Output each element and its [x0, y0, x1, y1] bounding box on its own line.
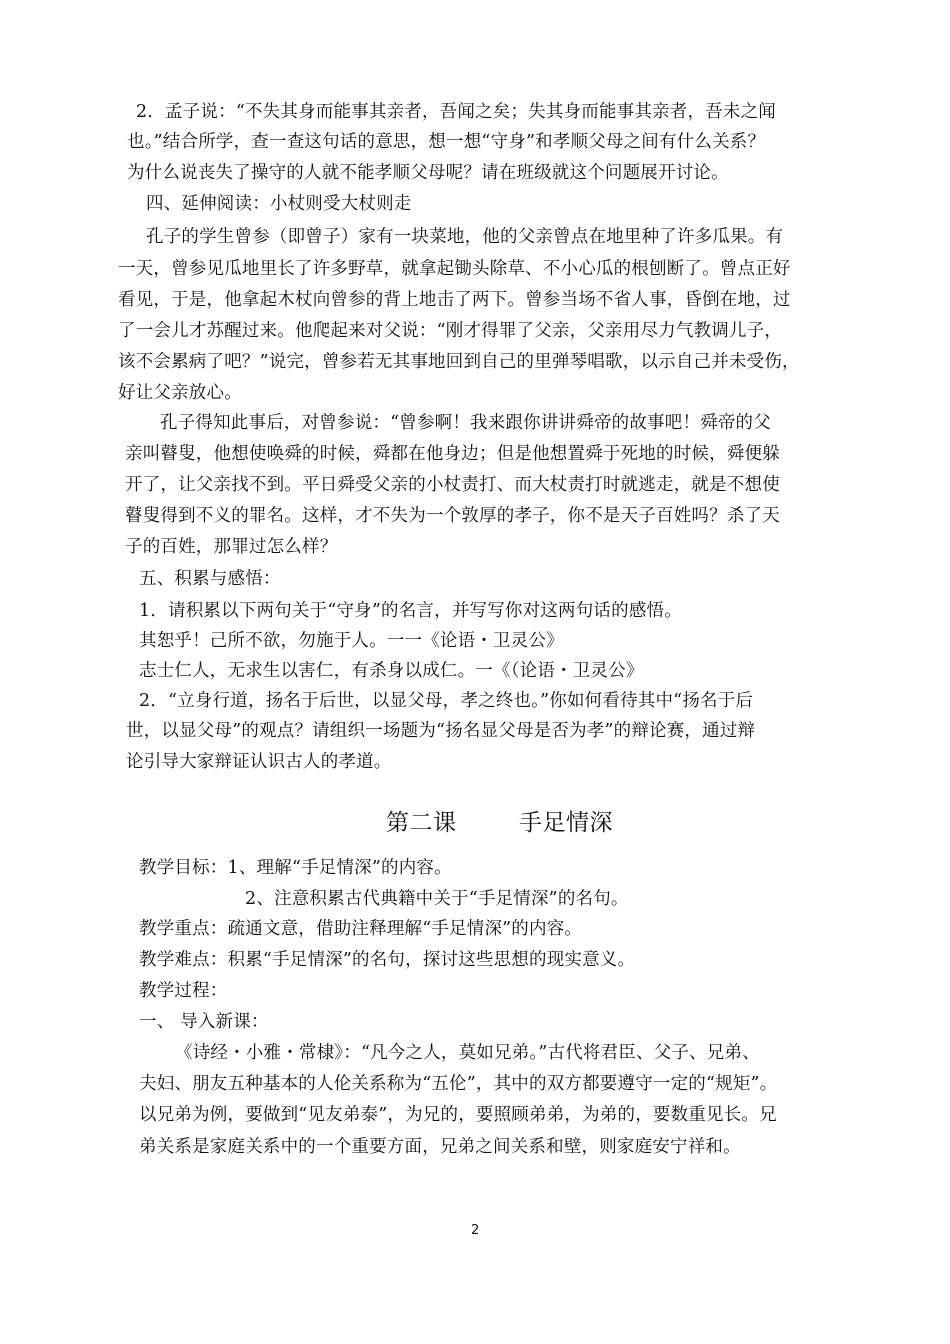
q2-line-1: 2．孟子说：“不失其身而能事其亲者，吾闻之矣；失其身而能事其亲者，吾未之闻	[136, 102, 776, 122]
q2-line-2: 也。”结合所学，查一查这句话的意思，想一想“守身”和孝顺父母之间有什么关系？	[127, 132, 766, 152]
story-para2-line-2: 亲叫瞽叟，他想使唤舜的时候，舜都在他身边；但是他想置舜于死地的时候，舜便躲	[125, 444, 780, 464]
story-para1-line-5: 该不会累病了吧？”说完，曾参若无其事地回到自己的里弹琴唱歌，以示自己并未受伤，	[118, 352, 800, 372]
q2-line-3: 为什么说丧失了操守的人就不能孝顺父母呢？请在班级就这个问题展开讨论。	[127, 163, 729, 183]
section-4-heading: 四、延伸阅读：小杖则受大杖则走	[146, 194, 412, 214]
intro-para-line-4: 弟关系是家庭关系中的一个重要方面，兄弟之间关系和壁，则家庭安宁祥和。	[139, 1137, 741, 1157]
story-para2-line-4: 瞽叟得到不义的罪名。这样，才不失为一个敦厚的孝子，你不是天子百姓吗？杀了天	[125, 506, 780, 526]
objective-line-1: 教学目标：1、理解“手足情深”的内容。	[139, 858, 452, 878]
story-para2-line-1: 孔子得知此事后，对曾参说：“曾参啊！我来跟你讲讲舜帝的故事吧！舜帝的父	[160, 413, 771, 433]
section-5-line-5: 世，以显父母”的观点？请组织一场题为“扬名显父母是否为孝”的辩论赛，通过辩	[126, 721, 756, 741]
story-para1-line-6: 好让父亲放心。	[118, 383, 242, 403]
story-para2-line-3: 开了，让父亲找不到。平日舜受父亲的小杖责打、而大杖责打时就逃走，就是不想使	[125, 475, 780, 495]
objective-line-2: 2、注意积累古代典籍中关于“手足情深”的名句。	[245, 889, 629, 909]
intro-para-line-3: 以兄弟为例，要做到“见友弟泰”，为兄的，要照顾弟弟，为弟的，要数重见长。兄	[139, 1105, 777, 1125]
page-number: 2	[471, 1223, 480, 1238]
section-5-quote-2: 志士仁人，无求生以害仁，有杀身以成仁。一《（论语・卫灵公》	[139, 661, 644, 681]
story-para2-line-5: 子的百姓，那罪过怎么样？	[125, 537, 338, 557]
teaching-focus: 教学重点：疏通文意，借助注释理解“手足情深”的内容。	[139, 919, 583, 939]
intro-heading: 一、 导入新课：	[139, 1012, 269, 1032]
teaching-process: 教学过程：	[139, 981, 228, 1001]
teaching-difficulty: 教学难点：积累“手足情深”的名句，探讨这些思想的现实意义。	[139, 950, 636, 970]
section-5-quote-1: 其恕乎！己所不欲，勿施于人。一一《论语・卫灵公》	[139, 631, 564, 651]
story-para1-line-1: 孔子的学生曾参（即曾子）家有一块菜地，他的父亲曾点在地里种了许多瓜果。有	[146, 227, 784, 247]
section-5-line-6: 论引导大家辩证认识古人的孝道。	[126, 752, 392, 772]
section-5-heading: 五、积累与感悟：	[139, 569, 281, 589]
intro-para-line-1: 《诗经・小雅・常棣》：“凡今之人，莫如兄弟。”古代将君臣、父子、兄弟、	[175, 1043, 760, 1063]
story-para1-line-4: 了一会儿才苏醒过来。他爬起来对父说：“刚才得罪了父亲，父亲用尽力气教调儿子，	[118, 321, 783, 341]
lesson-2-title: 第二课 手足情深	[386, 810, 613, 836]
story-para1-line-2: 一天，曾参见瓜地里长了许多野草，就拿起锄头除草、不小心瓜的根刨断了。曾点正好	[118, 259, 791, 279]
section-5-line-1: 1．请积累以下两句关于“守身”的名言，并写写你对这两句话的感悟。	[139, 601, 682, 621]
section-5-line-4: 2．“立身行道，扬名于后世，以显父母，孝之终也。”你如何看待其中“扬名于后	[139, 691, 754, 711]
story-para1-line-3: 看见，于是，他拿起木杖向曾参的背上地击了两下。曾参当场不省人事，昏倒在地，过	[118, 290, 791, 310]
intro-para-line-2: 夫妇、朋友五种基本的人伦关系称为“五伦”，其中的双方都要遵守一定的“规矩”。	[139, 1074, 778, 1094]
